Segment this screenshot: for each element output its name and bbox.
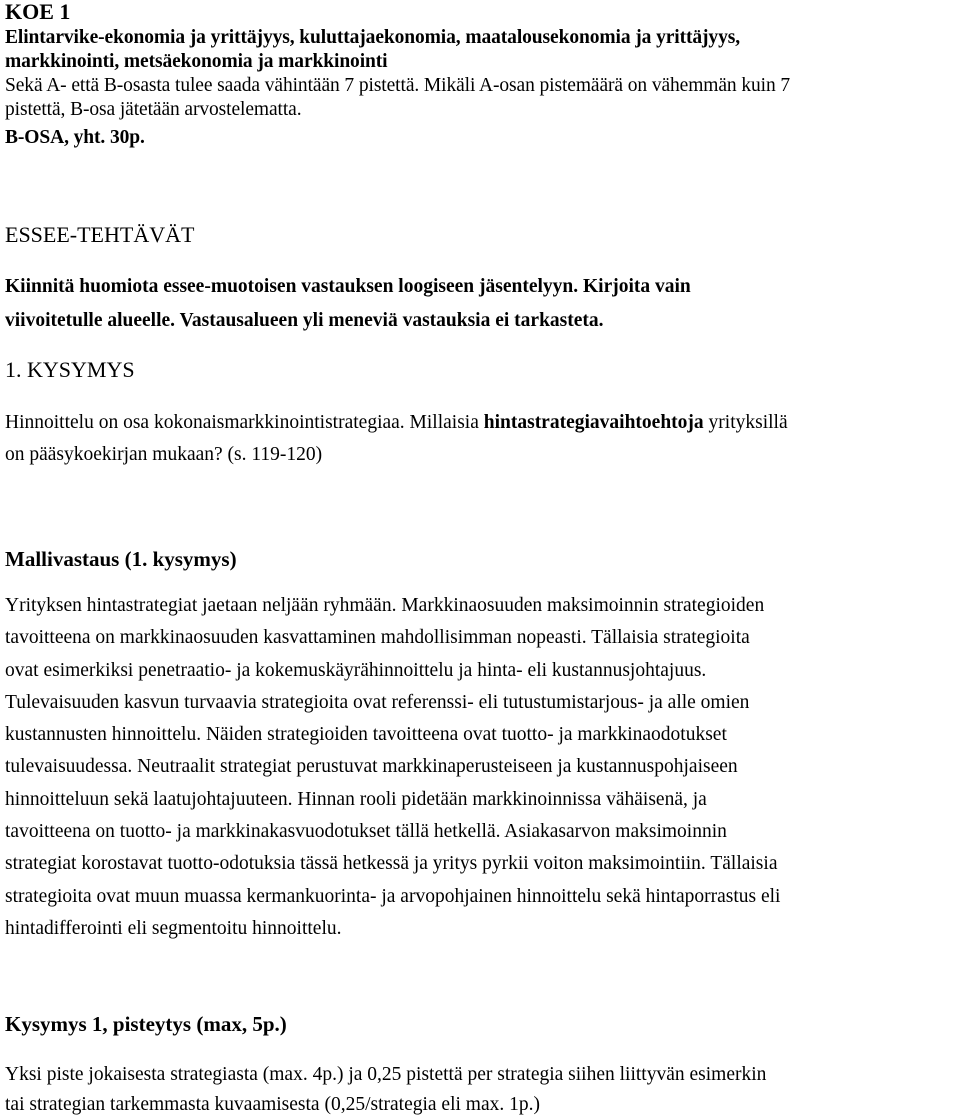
answer-line: Tulevaisuuden kasvun turvaavia strategioita ovat referenssi- eli tutustumistarjous- ja alle omien (5, 691, 750, 713)
document-title: KOE 1 (5, 0, 71, 24)
rule-line: Sekä A- että B-osasta tulee saada vähintään 7 pistettä. Mikäli A-osan pistemäärä on vähemmän kuin 7 (5, 75, 791, 96)
question-line: on pääsykoekirjan mukaan? (s. 119-120) (5, 444, 323, 465)
question-line (5, 407, 788, 439)
answer-line: hinnoitteluun sekä laatujohtajuuteen. Hinnan rooli pidetään markkinoinnissa vähäisenä, ja (5, 788, 707, 810)
question-keyword: hintastrategiavaihtoehtoja (483, 412, 704, 433)
subject-line: markkinointi, metsäekonomia ja markkinointi (5, 51, 388, 72)
passing-rule (5, 74, 790, 122)
subject-line: Elintarvike-ekonomia ja yrittäjyys, kuluttajaekonomia, maatalousekonomia ja yrittäjyys, (5, 27, 740, 48)
answer-line: ovat esimerkiksi penetraatio- ja kokemuskäyrähinnoittelu ja hinta- eli kustannusjohtajuus. (5, 659, 707, 681)
model-answer-text (5, 590, 780, 945)
answer-line: strategioita ovat muun muassa kermankuorinta- ja arvopohjainen hinnoittelu sekä hintaporrastus eli (5, 885, 781, 907)
answer-line: kustannusten hinnoittelu. Näiden strategioiden tavoitteena ovat tuotto- ja markkinaodotukset (5, 724, 727, 746)
question-text-part: Hinnoittelu on osa kokonaismarkkinointistrategiaa. Millaisia (5, 412, 484, 433)
model-answer-heading: Mallivastaus (1. kysymys) (5, 547, 237, 571)
question-text-part: yrityksillä (703, 412, 788, 433)
scoring-heading: Kysymys 1, pisteytys (max, 5p.) (5, 1012, 287, 1036)
scoring-line: tai strategian tarkemmasta kuvaamisesta (0,25/strategia eli max. 1p.) (5, 1094, 540, 1115)
answer-line: hintadifferointi eli segmentoitu hinnoittelu. (5, 917, 342, 939)
question-heading: 1. KYSYMYS (5, 357, 135, 382)
essay-heading: ESSEE-TEHTÄVÄT (5, 222, 195, 247)
subject-list (5, 26, 740, 74)
answer-line: Yrityksen hintastrategiat jaetaan neljään ryhmään. Markkinaosuuden maksimoinnin strategioiden (5, 595, 765, 616)
question-text (5, 407, 788, 471)
answer-line: tavoitteena on tuotto- ja markkinakasvuodotukset tällä hetkellä. Asiakasarvon maksimoinnin (5, 821, 727, 843)
rule-line: pistettä, B-osa jätetään arvostelematta. (5, 99, 302, 120)
scoring-text (5, 1060, 766, 1120)
answer-line: tavoitteena on markkinaosuuden kasvattaminen mahdollisimman nopeasti. Tällaisia strategioita (5, 627, 750, 649)
answer-line: strategiat korostavat tuotto-odotuksia tässä hetkessä ja yritys pyrkii voiton maksimointiin. Tällaisia (5, 853, 778, 875)
essay-instructions (5, 270, 691, 338)
scoring-line: Yksi piste jokaisesta strategiasta (max. 4p.) ja 0,25 pistettä per strategia siihen liittyvän esimerkin (5, 1064, 767, 1085)
answer-line: tulevaisuudessa. Neutraalit strategiat perustuvat markkinaperusteiseen ja kustannuspohjaiseen (5, 756, 738, 778)
instruction-line: Kiinnitä huomiota essee-muotoisen vastauksen loogiseen jäsentelyyn. Kirjoita vain (5, 276, 691, 297)
section-title: B-OSA, yht. 30p. (5, 127, 145, 148)
instruction-line: viivoitetulle alueelle. Vastausalueen yli meneviä vastauksia ei tarkasteta. (5, 310, 604, 331)
